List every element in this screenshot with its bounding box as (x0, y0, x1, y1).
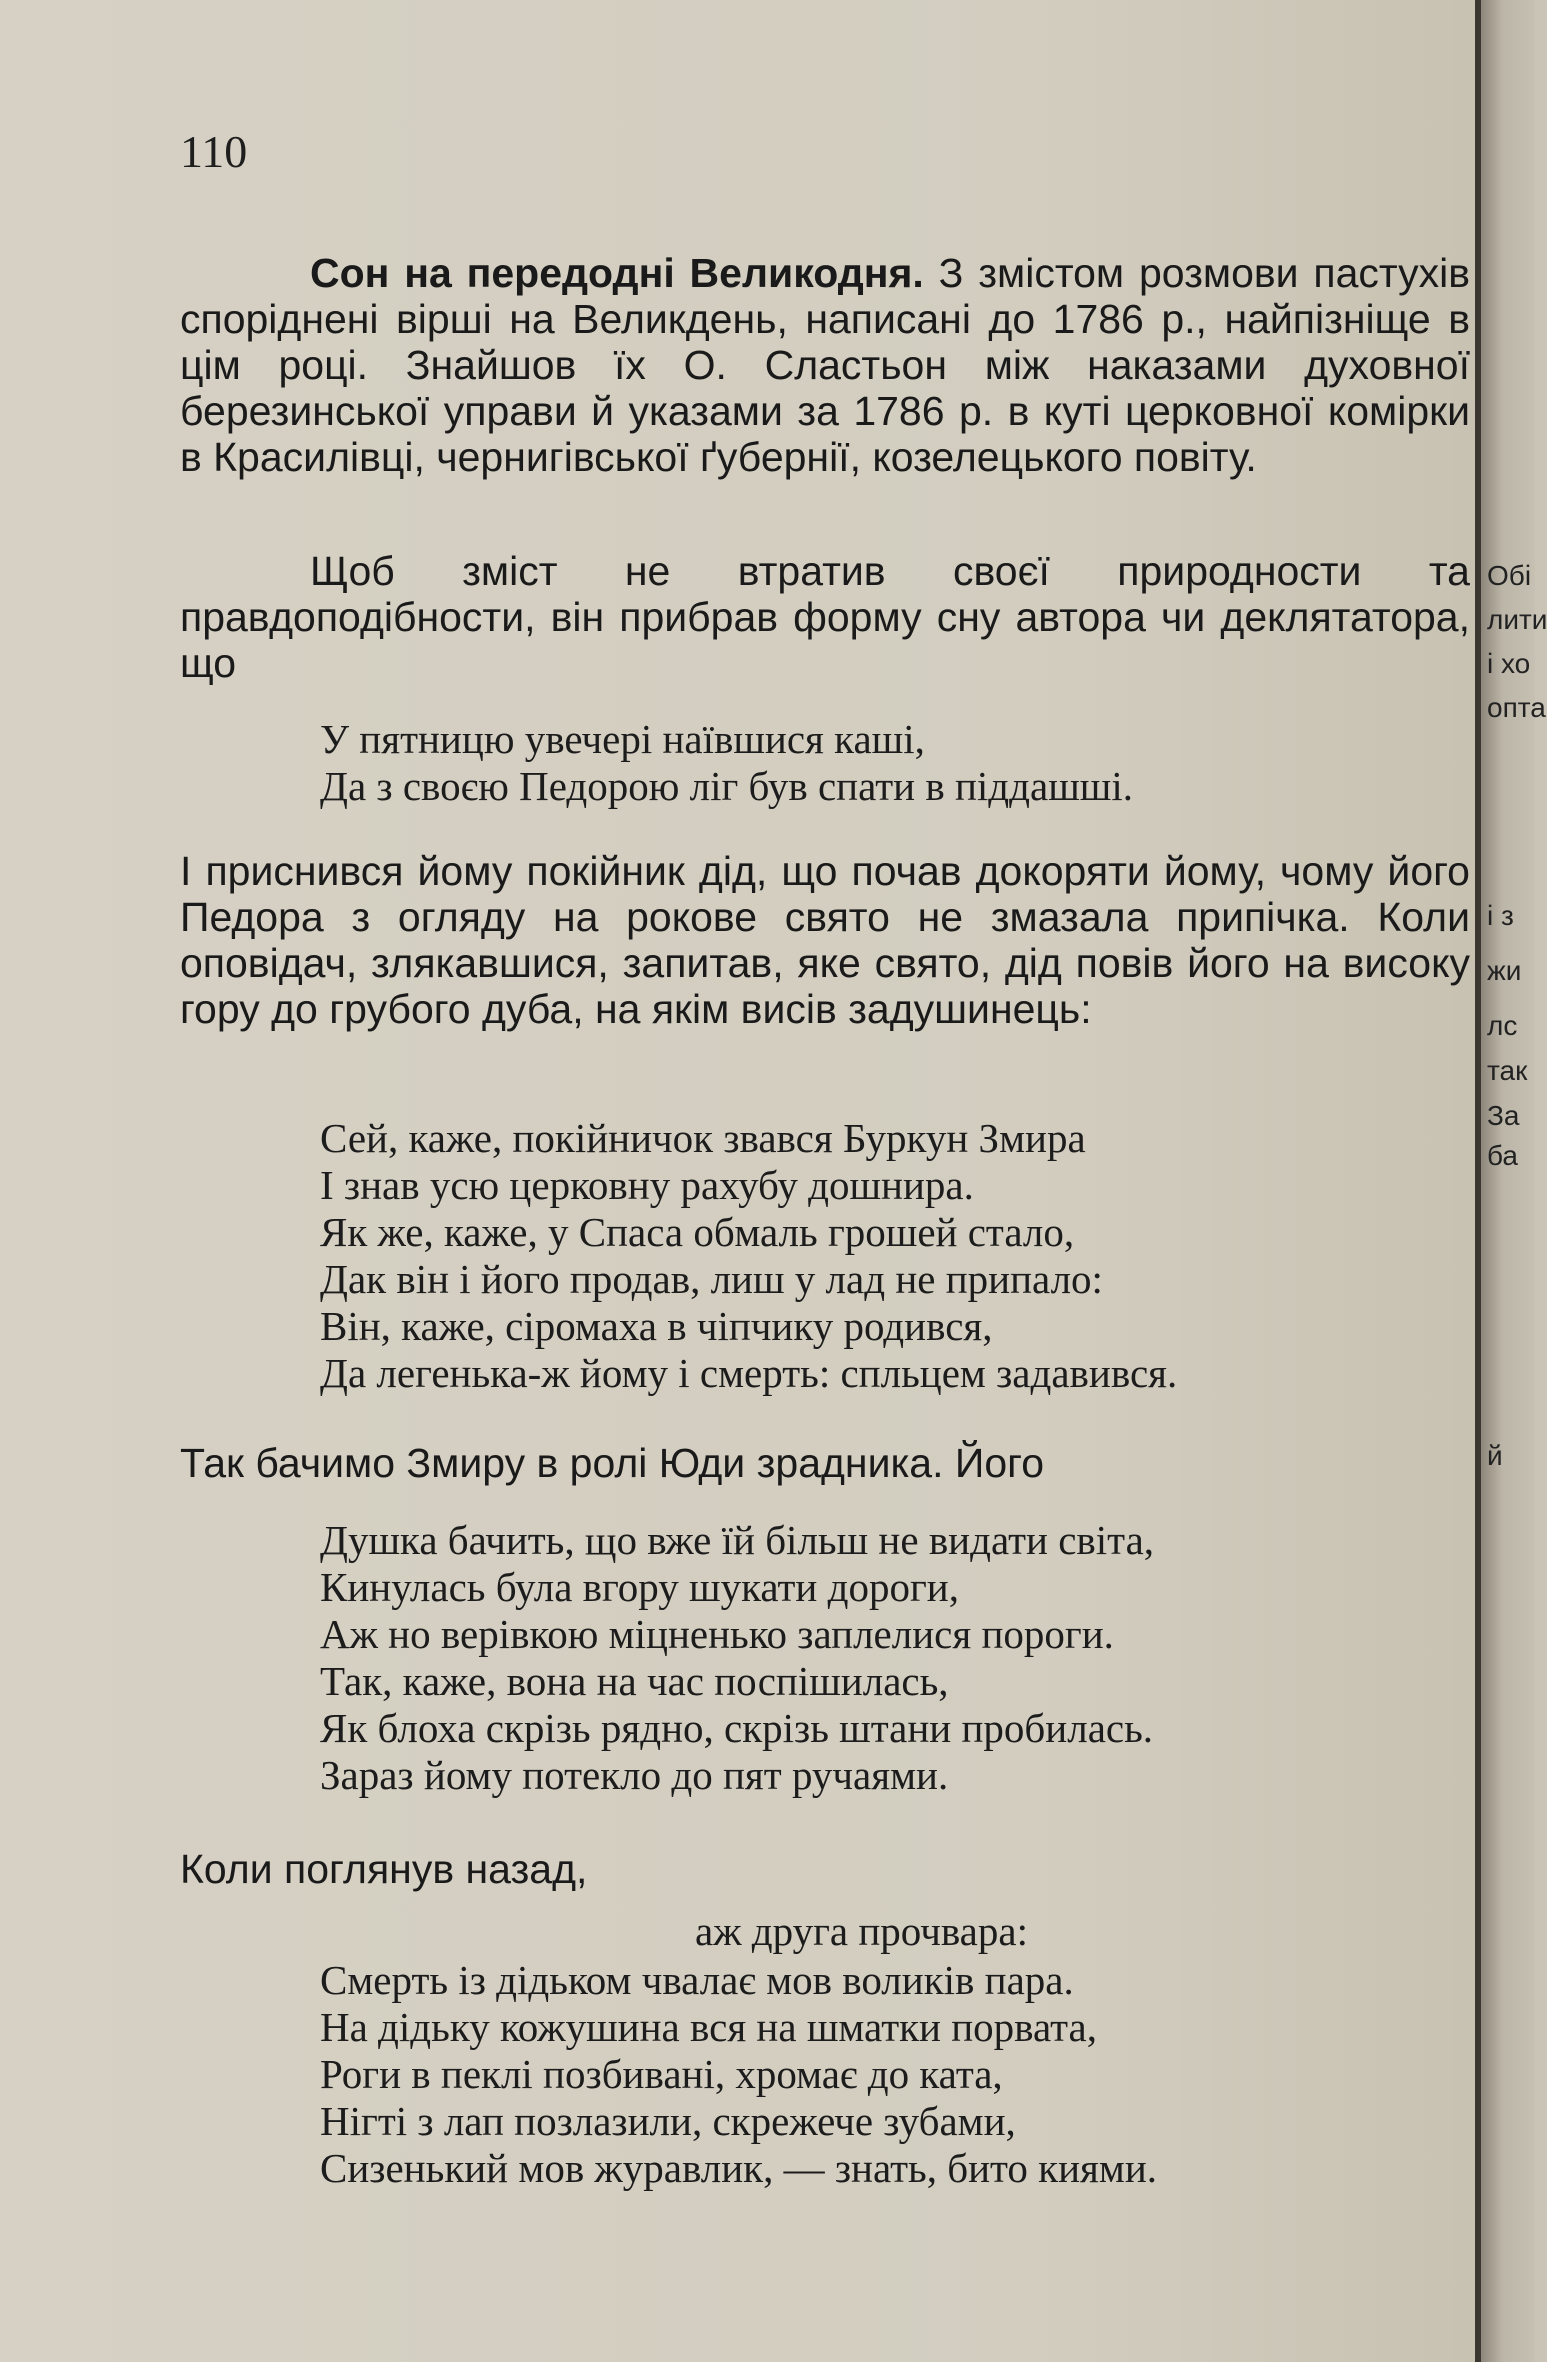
verse-line: Нігті з лап позлазили, скрежече зубами, (320, 2098, 1016, 2144)
verse-line: Так, каже, вона на час поспішилась, (320, 1658, 949, 1704)
verse-line: У пятницю увечері наївшися каші, (320, 716, 925, 762)
adjacent-page-fragment: так (1487, 1055, 1528, 1086)
paragraph-5: Коли поглянув назад, (180, 1846, 588, 1892)
verse-block-3 (320, 1517, 1154, 1799)
adjacent-page-fragment: і з (1487, 900, 1514, 931)
verse-line: Як блоха скрізь рядно, скрізь штани пробилась. (320, 1705, 1154, 1751)
verse-block-1 (320, 716, 1133, 810)
adjacent-page-fragment: лс (1487, 1010, 1518, 1041)
verse-line: Смерть із дідьком чвалає мов воликів пара. (320, 1957, 1074, 2003)
page-number: 110 (180, 126, 248, 177)
adjacent-page-fragment: Обі (1487, 560, 1532, 591)
verse-line: Да з своєю Педорою ліг був спати в піддашші. (320, 763, 1133, 809)
adjacent-page-fragment: лити (1487, 604, 1547, 635)
paragraph-4: Так бачимо Змиру в ролі Юди зрадника. Його (180, 1440, 1045, 1486)
paragraph-1 (180, 250, 1470, 480)
verse-line: Зараз йому потекло до пят ручаями. (320, 1752, 949, 1798)
verse-line-continuation: аж друга прочвара: (695, 1908, 1028, 1954)
adjacent-page-fragment: За (1487, 1100, 1520, 1131)
verse-line: І знав усю церковну рахубу дошнира. (320, 1162, 974, 1208)
verse-line: Він, каже, сіромаха в чіпчику родився, (320, 1303, 993, 1349)
paragraph-2: Щоб зміст не втратив своєї природности та правдоподібности, він прибрав форму сну автора чи деклятатора, що (180, 548, 1470, 686)
section-heading: Сон на передодні Великодня. (310, 250, 924, 296)
adjacent-page-fragment: і хо (1487, 648, 1531, 679)
verse-line: Сей, каже, покійничок звався Буркун Змира (320, 1115, 1086, 1161)
verse-block-2 (320, 1115, 1177, 1397)
verse-line: Аж но верівкою міцненько заплелися пороги. (320, 1611, 1114, 1657)
verse-line: Роги в пеклі позбивані, хромає до ката, (320, 2051, 1003, 2097)
adjacent-page-fragment: опта (1487, 692, 1546, 723)
adjacent-page-fragment: й (1487, 1440, 1503, 1471)
verse-line: Да легенька-ж йому і смерть: спльцем задавився. (320, 1350, 1178, 1396)
adjacent-page-fragment: жи (1487, 955, 1522, 986)
verse-line: На дідьку кожушина вся на шматки порвата, (320, 2004, 1097, 2050)
adjacent-page-fragment: ба (1487, 1140, 1518, 1171)
verse-block-4 (320, 1957, 1157, 2192)
adjacent-page-edge (1481, 0, 1547, 2362)
verse-line: Сизенький мов журавлик, — знать, бито киями. (320, 2145, 1158, 2191)
verse-line: Як же, каже, у Спаса обмаль грошей стало, (320, 1209, 1075, 1255)
verse-line: Душка бачить, що вже їй більш не видати світа, (320, 1517, 1155, 1563)
paragraph-1-text: З змістом розмови пастухів споріднені вірші на Великдень, написані до 1786 р., найпізніще в цім році. Знайшов їх О. Сластьон між наказами духовної березинської управи й указами за 1786 р. в куті церковної комірки в Красилівці, чернигівської ґубернії, козелецького повіту. (180, 250, 1471, 480)
verse-line: Кинулась була вгору шукати дороги, (320, 1564, 959, 1610)
paragraph-3: І приснився йому покійник дід, що почав докоряти йому, чому його Педора з огляду на рокове свято не змазала припічка. Коли оповідач, злякавшися, запитав, яке свято, дід повів його на високу гору до грубого дуба, на якім висів задушинець: (180, 848, 1470, 1032)
verse-line: Дак він і його продав, лиш у лад не припало: (320, 1256, 1103, 1302)
